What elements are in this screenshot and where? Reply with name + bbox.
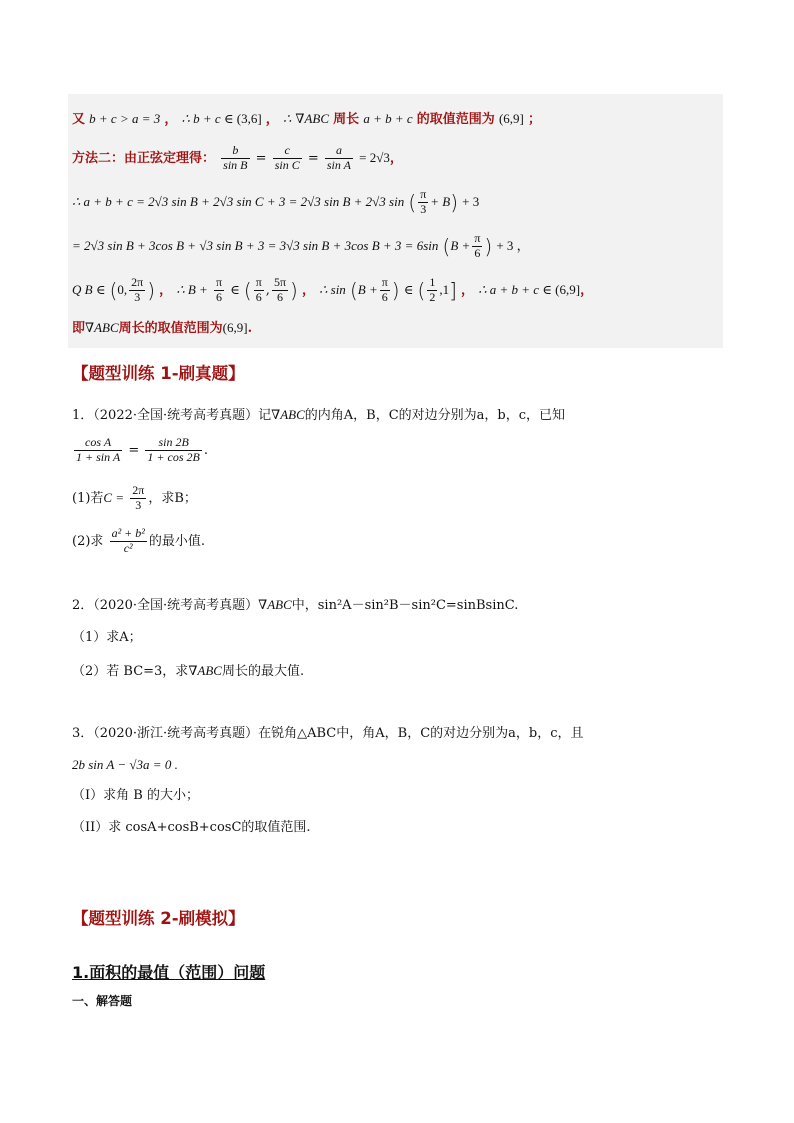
solution-line-3: ∴ a + b + c = 2√3 sin B + 2√3 sin C + 3 = 2√3 sin B + 2√3 sin ( $\frac{\pi}{3}$ + B) + 3 xyxy=(72,187,480,216)
fraction: $\frac{\pi}{6}$ xyxy=(381,275,388,304)
question-3-part-2: （II）求 cosA+cosB+cosC的取值范围. xyxy=(72,820,311,835)
question-3-condition: 2b sin A − √3a = 0 . xyxy=(72,757,178,772)
fraction: $\frac{2\pi}{3}$ xyxy=(132,483,145,512)
fraction: $\frac{\pi}{6}$ xyxy=(215,275,223,304)
solution-shaded-box xyxy=(68,94,723,348)
question-2-intro: 2．（2020·全国·统考高考真题）∇ABC中，sin²A－sin²B－sin²C=sinBsinC. xyxy=(72,597,519,613)
solution-line-6: 即∇ABC周长的取值范围为(6,9]. xyxy=(72,320,253,336)
question-1-intro: 1．（2022·全国·统考高考真题）记∇ABC的内角A，B，C的对边分别为a，b，c，已知 xyxy=(72,407,566,423)
fraction: $\frac{\sin 2B}{1 + \cos 2B}$ xyxy=(147,435,200,464)
question-3-part-1: （I）求角 B 的大小； xyxy=(72,788,199,803)
fraction: $\frac{b}{\text{sin B}}$ xyxy=(223,143,248,172)
fraction: $\frac{\pi}{3}$ xyxy=(420,187,427,216)
fraction: $\frac{\pi}{6}$ xyxy=(474,231,481,260)
solution-line-1: 又 b + c > a = 3 ， ∴ b + c ∈ (3,6] ， ∴ ∇ABC 周长 a + b + c 的取值范围为 (6,9] ； xyxy=(72,111,542,127)
question-1-condition: $\frac{\text{cos A}}{\text{1 + sin A}}$ = $\frac{\sin 2B}{1 + \cos 2B}$ . xyxy=(76,435,208,464)
question-1-part-1: (1)若C = $\frac{2\pi}{3}$ ，求B； xyxy=(72,483,197,512)
section-heading-real-exams: 【题型训练 1-刷真题】 xyxy=(72,364,245,383)
fraction: $\frac{\pi}{6}$ xyxy=(255,275,262,304)
fraction: $\frac{5\pi}{6}$ xyxy=(273,275,286,304)
question-2-part-1: （1）求A； xyxy=(72,630,142,645)
question-3-intro: 3．（2020·浙江·统考高考真题）在锐角△ABC中，角A，B，C的对边分别为a，b，c，且 xyxy=(72,726,584,741)
subsection-heading: 一、解答题 xyxy=(72,994,133,1008)
fraction: $\frac{\text{a² + b²}}{\text{c²}}$ xyxy=(111,526,145,555)
solution-line-5: Q B ∈ (0, $\frac{2\pi}{3}$ ) ， ∴ B + $\frac{\pi}{6}$ ∈ ( $\frac{\pi}{6}$ , $\frac{5\pi}{6}$ ) ， ∴ sin (B + $\frac{\pi}{6}$ ) ∈ ( $\frac{1}{2}$ ,1] ， ∴ a + b + c ∈ (6,9]， xyxy=(72,275,594,304)
fraction: $\frac{1}{2}$ xyxy=(429,275,436,304)
fraction: $\frac{\text{cos A}}{\text{1 + sin A}}$ xyxy=(76,435,121,464)
fraction: $\frac{c}{\text{sin C}}$ xyxy=(274,143,300,172)
section-heading-mock-exams: 【题型训练 2-刷模拟】 xyxy=(72,909,245,928)
solution-line-4: = 2√3 sin B + 3cos B + √3 sin B + 3 = 3√3 sin B + 3cos B + 3 = 6sin (B + $\frac{\pi}{6}$ ) + 3 ， xyxy=(72,231,530,260)
solution-line-2: 方法二：由正弦定理得： $\frac{b}{\text{sin B}}$ = $\frac{c}{\text{sin C}}$ = $\frac{a}{\text{sin A}}$ = 2√3， xyxy=(72,143,403,172)
topic-title: 1.面积的最值（范围）问题 xyxy=(72,963,266,982)
question-2-part-2: （2）若 BC=3，求∇ABC周长的最大值. xyxy=(72,663,305,679)
fraction: $\frac{2\pi}{3}$ xyxy=(131,275,144,304)
fraction: $\frac{a}{\text{sin A}}$ xyxy=(326,143,352,172)
question-1-part-2: (2)求 $\frac{\text{a² + b²}}{\text{c²}}$ 的最小值. xyxy=(72,526,205,555)
